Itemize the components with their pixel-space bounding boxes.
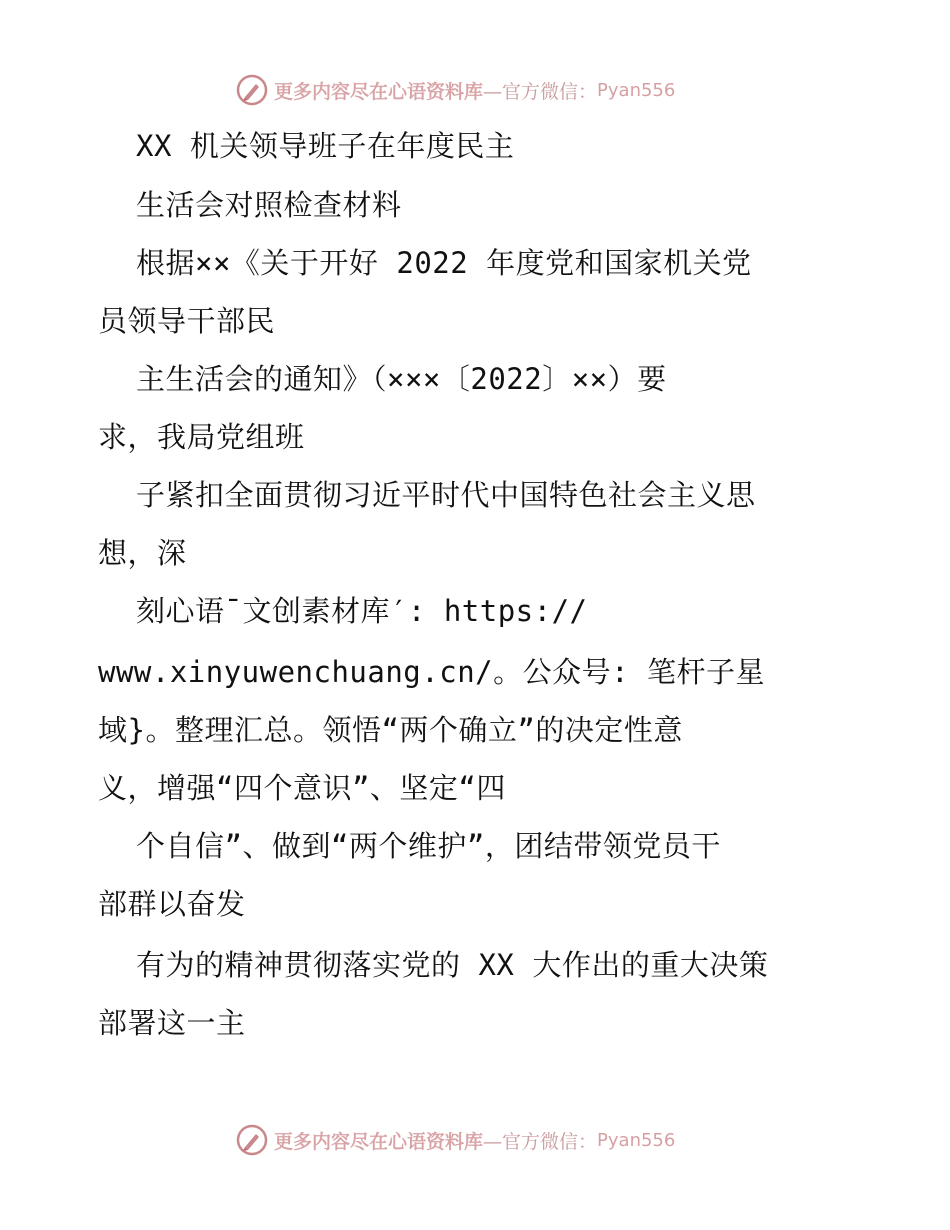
pen-logo-icon	[236, 1124, 268, 1156]
doc-body-line: 有为的精神贯彻落实党的 XX 大作出的重大决策	[136, 948, 769, 982]
watermark-main-text: 更多内容尽在心语资料库	[274, 80, 484, 103]
doc-body-line: 域}。整理汇总。领悟“两个确立”的决定性意	[98, 713, 683, 747]
doc-title-line-1: XX 机关领导班子在年度民主	[136, 129, 515, 163]
doc-body-line: 部群以奋发	[98, 887, 246, 921]
watermark-wechat-id: Pyan556	[597, 1129, 676, 1151]
doc-body-line: 义，增强“四个意识”、坚定“四	[98, 771, 506, 805]
watermark-main-text: 更多内容尽在心语资料库	[274, 1130, 484, 1153]
doc-body-line: 员领导干部民	[98, 304, 276, 338]
doc-body-line: 子紧扣全面贯彻习近平时代中国特色社会主义思	[136, 478, 756, 512]
doc-body-line: www.xinyuwenchuang.cn/。公众号: 笔杆子星	[98, 655, 766, 689]
doc-body-line: 想，深	[98, 536, 187, 570]
watermark-wechat-id: Pyan556	[597, 79, 676, 101]
doc-title-line-2: 生活会对照检查材料	[136, 188, 402, 222]
watermark-sub-text: —官方微信：	[483, 1130, 598, 1153]
doc-body-line: 主生活会的通知》（×××〔2022〕××）要	[136, 362, 667, 396]
doc-body-line: 刻心语¯文创素材库′: https://	[136, 594, 588, 628]
doc-body-line: 部署这一主	[98, 1006, 246, 1040]
watermark-sub-text: —官方微信：	[483, 80, 598, 103]
pen-logo-icon	[236, 74, 268, 106]
doc-body-line: 求，我局党组班	[98, 420, 305, 454]
doc-body-line: 个自信”、做到“两个维护”，团结带领党员干	[136, 829, 721, 863]
doc-body-line: 根据××《关于开好 2022 年度党和国家机关党	[136, 246, 752, 280]
footer-watermark-banner	[236, 1122, 675, 1158]
header-watermark-banner	[236, 72, 675, 108]
